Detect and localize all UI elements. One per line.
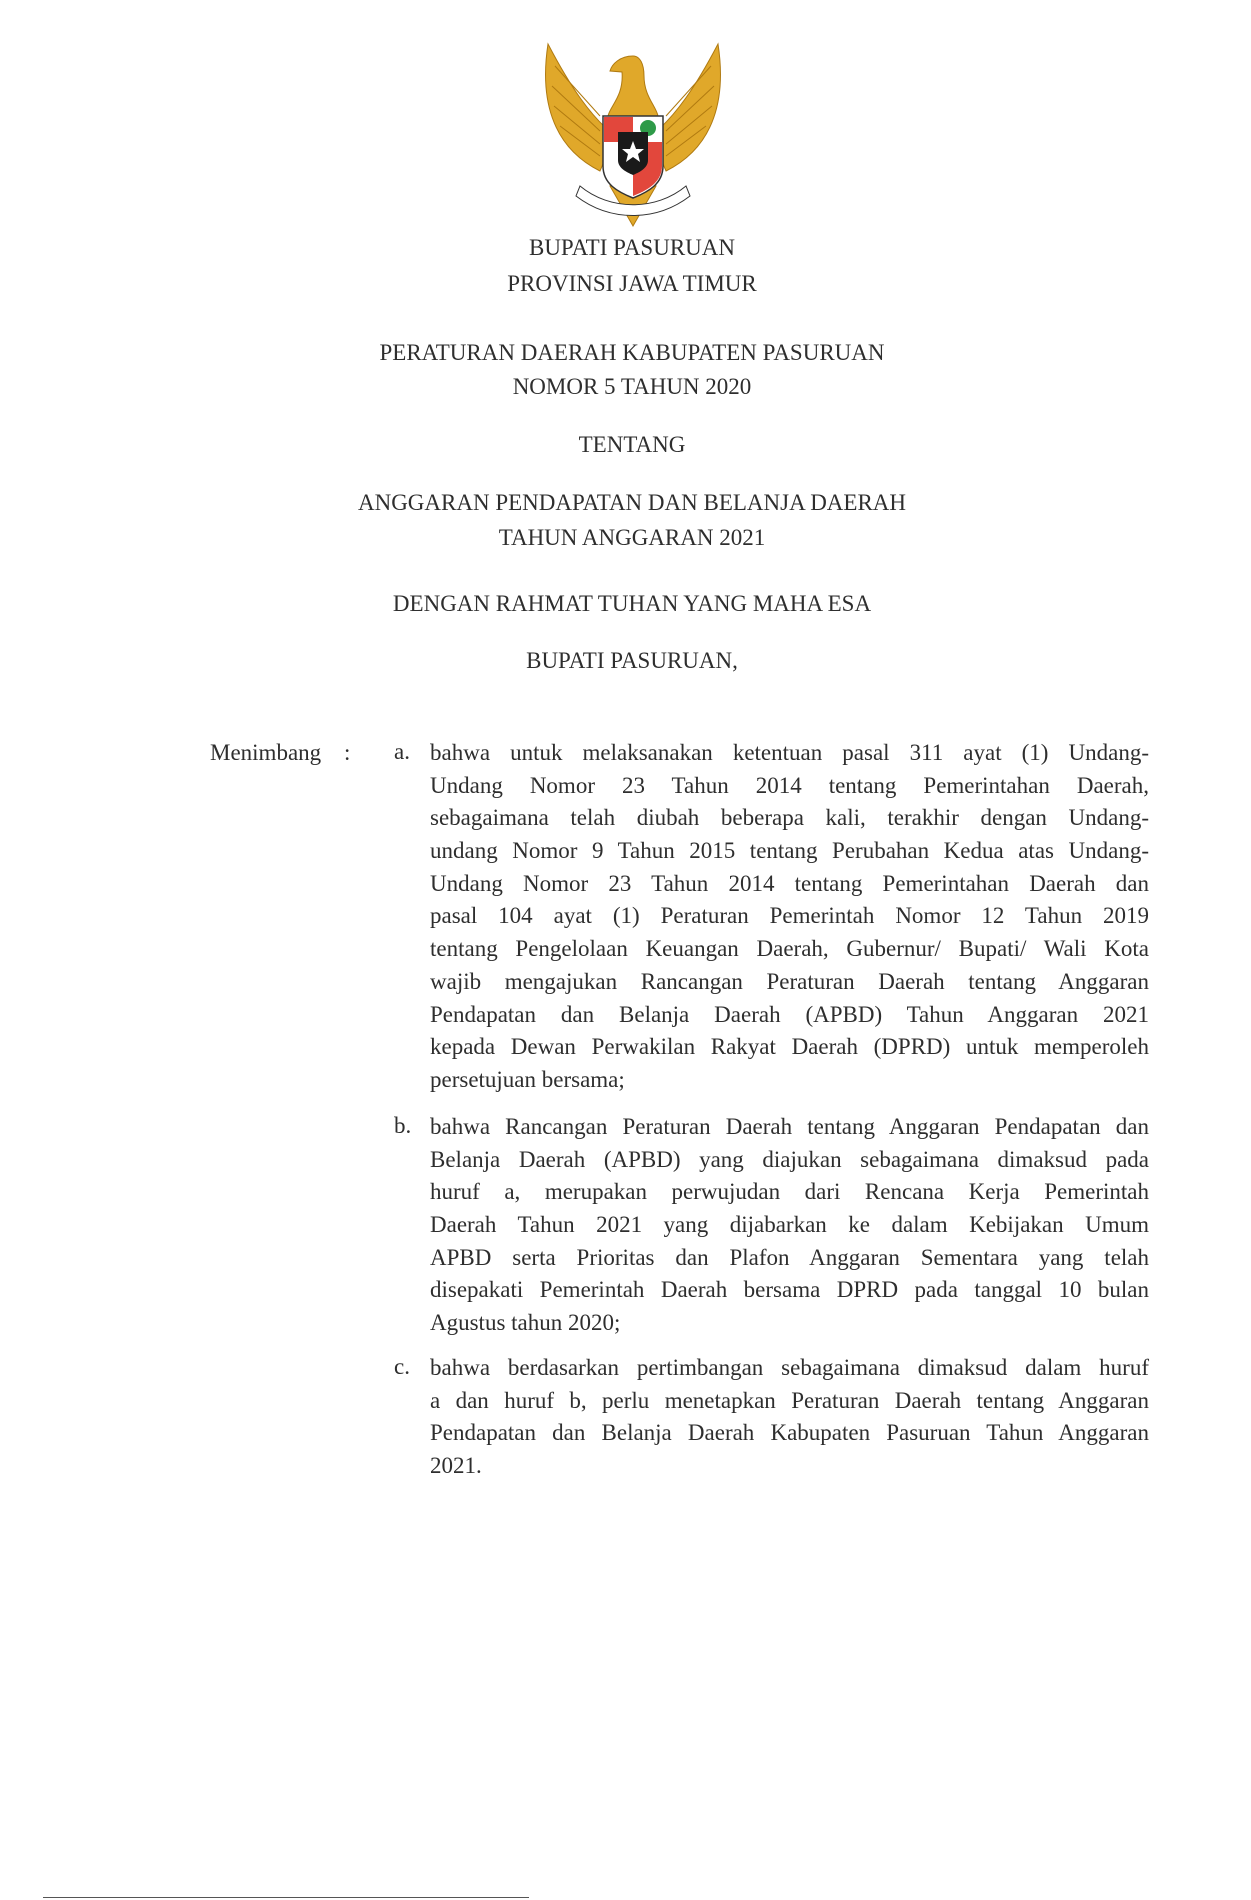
menimbang-colon: : (344, 740, 351, 765)
text-line: pasal 104 ayat (1) Peraturan Pemerintah Nomor 12 Tahun 2019 (430, 903, 1149, 929)
item-marker: c. (394, 1354, 410, 1379)
text-line: Agustus tahun 2020; (430, 1310, 621, 1336)
menimbang-label: Menimbang (210, 740, 322, 765)
regulation-number: NOMOR 5 TAHUN 2020 (512, 374, 752, 399)
text-line: Undang Nomor 23 Tahun 2014 tentang Pemerintahan Daerah dan (430, 870, 1149, 896)
text-line: disepakati Pemerintah Daerah bersama DPRD pada tanggal 10 bulan (430, 1277, 1149, 1303)
item-text (430, 1113, 1149, 1342)
rahmat-line: DENGAN RAHMAT TUHAN YANG MAHA ESA (392, 591, 872, 616)
text-line: bahwa untuk melaksanakan ketentuan pasal 311 ayat (1) Undang- (430, 740, 1149, 765)
text-line: a dan huruf b, perlu menetapkan Peraturan Daerah tentang Anggaran (430, 1387, 1149, 1413)
item-text (430, 1354, 1149, 1485)
bupati-line: BUPATI PASURUAN, (526, 648, 738, 673)
text-line: Pendapatan dan Belanja Daerah Kabupaten Pasuruan Tahun Anggaran (430, 1420, 1149, 1446)
text-line: huruf a, merupakan perwujudan dari Rencana Kerja Pemerintah (430, 1179, 1149, 1205)
item-marker: a. (394, 739, 410, 764)
text-line: Belanja Daerah (APBD) yang diajukan sebagaimana dimaksud pada (430, 1146, 1149, 1172)
text-line: sebagaimana telah diubah beberapa kali, terakhir dengan Undang- (430, 805, 1149, 831)
subject-line-1: ANGGARAN PENDAPATAN DAN BELANJA DAERAH (357, 490, 907, 515)
item-marker: b. (394, 1113, 412, 1138)
text-line: persetujuan bersama; (430, 1066, 625, 1092)
text-line: kepada Dewan Perwakilan Rakyat Daerah (DPRD) untuk memperoleh (430, 1034, 1149, 1060)
text-line: Daerah Tahun 2021 yang dijabarkan ke dalam Kebijakan Umum (430, 1212, 1149, 1238)
text-line: 2021. (430, 1453, 482, 1479)
tentang-heading: TENTANG (578, 432, 686, 457)
item-text (430, 739, 1149, 1099)
header-bupati: BUPATI PASURUAN (528, 235, 735, 260)
header-provinsi: PROVINSI JAWA TIMUR (507, 271, 757, 296)
text-line: Pendapatan dan Belanja Daerah (APBD) Tahun Anggaran 2021 (430, 1001, 1149, 1027)
text-line: wajib mengajukan Rancangan Peraturan Daerah tentang Anggaran (430, 968, 1149, 994)
garuda-emblem (540, 36, 726, 232)
subject-line-2: TAHUN ANGGARAN 2021 (498, 525, 766, 550)
footer-divider (43, 1897, 529, 1898)
regulation-title: PERATURAN DAERAH KABUPATEN PASURUAN (379, 340, 885, 365)
text-line: bahwa berdasarkan pertimbangan sebagaimana dimaksud dalam huruf (430, 1355, 1149, 1380)
text-line: undang Nomor 9 Tahun 2015 tentang Perubahan Kedua atas Undang- (430, 838, 1149, 864)
text-line: tentang Pengelolaan Keuangan Daerah, Gubernur/ Bupati/ Wali Kota (430, 936, 1149, 962)
text-line: bahwa Rancangan Peraturan Daerah tentang Anggaran Pendapatan dan (430, 1114, 1149, 1139)
text-line: APBD serta Prioritas dan Plafon Anggaran Sementara yang telah (430, 1244, 1149, 1270)
text-line: Undang Nomor 23 Tahun 2014 tentang Pemerintahan Daerah, (430, 772, 1149, 798)
